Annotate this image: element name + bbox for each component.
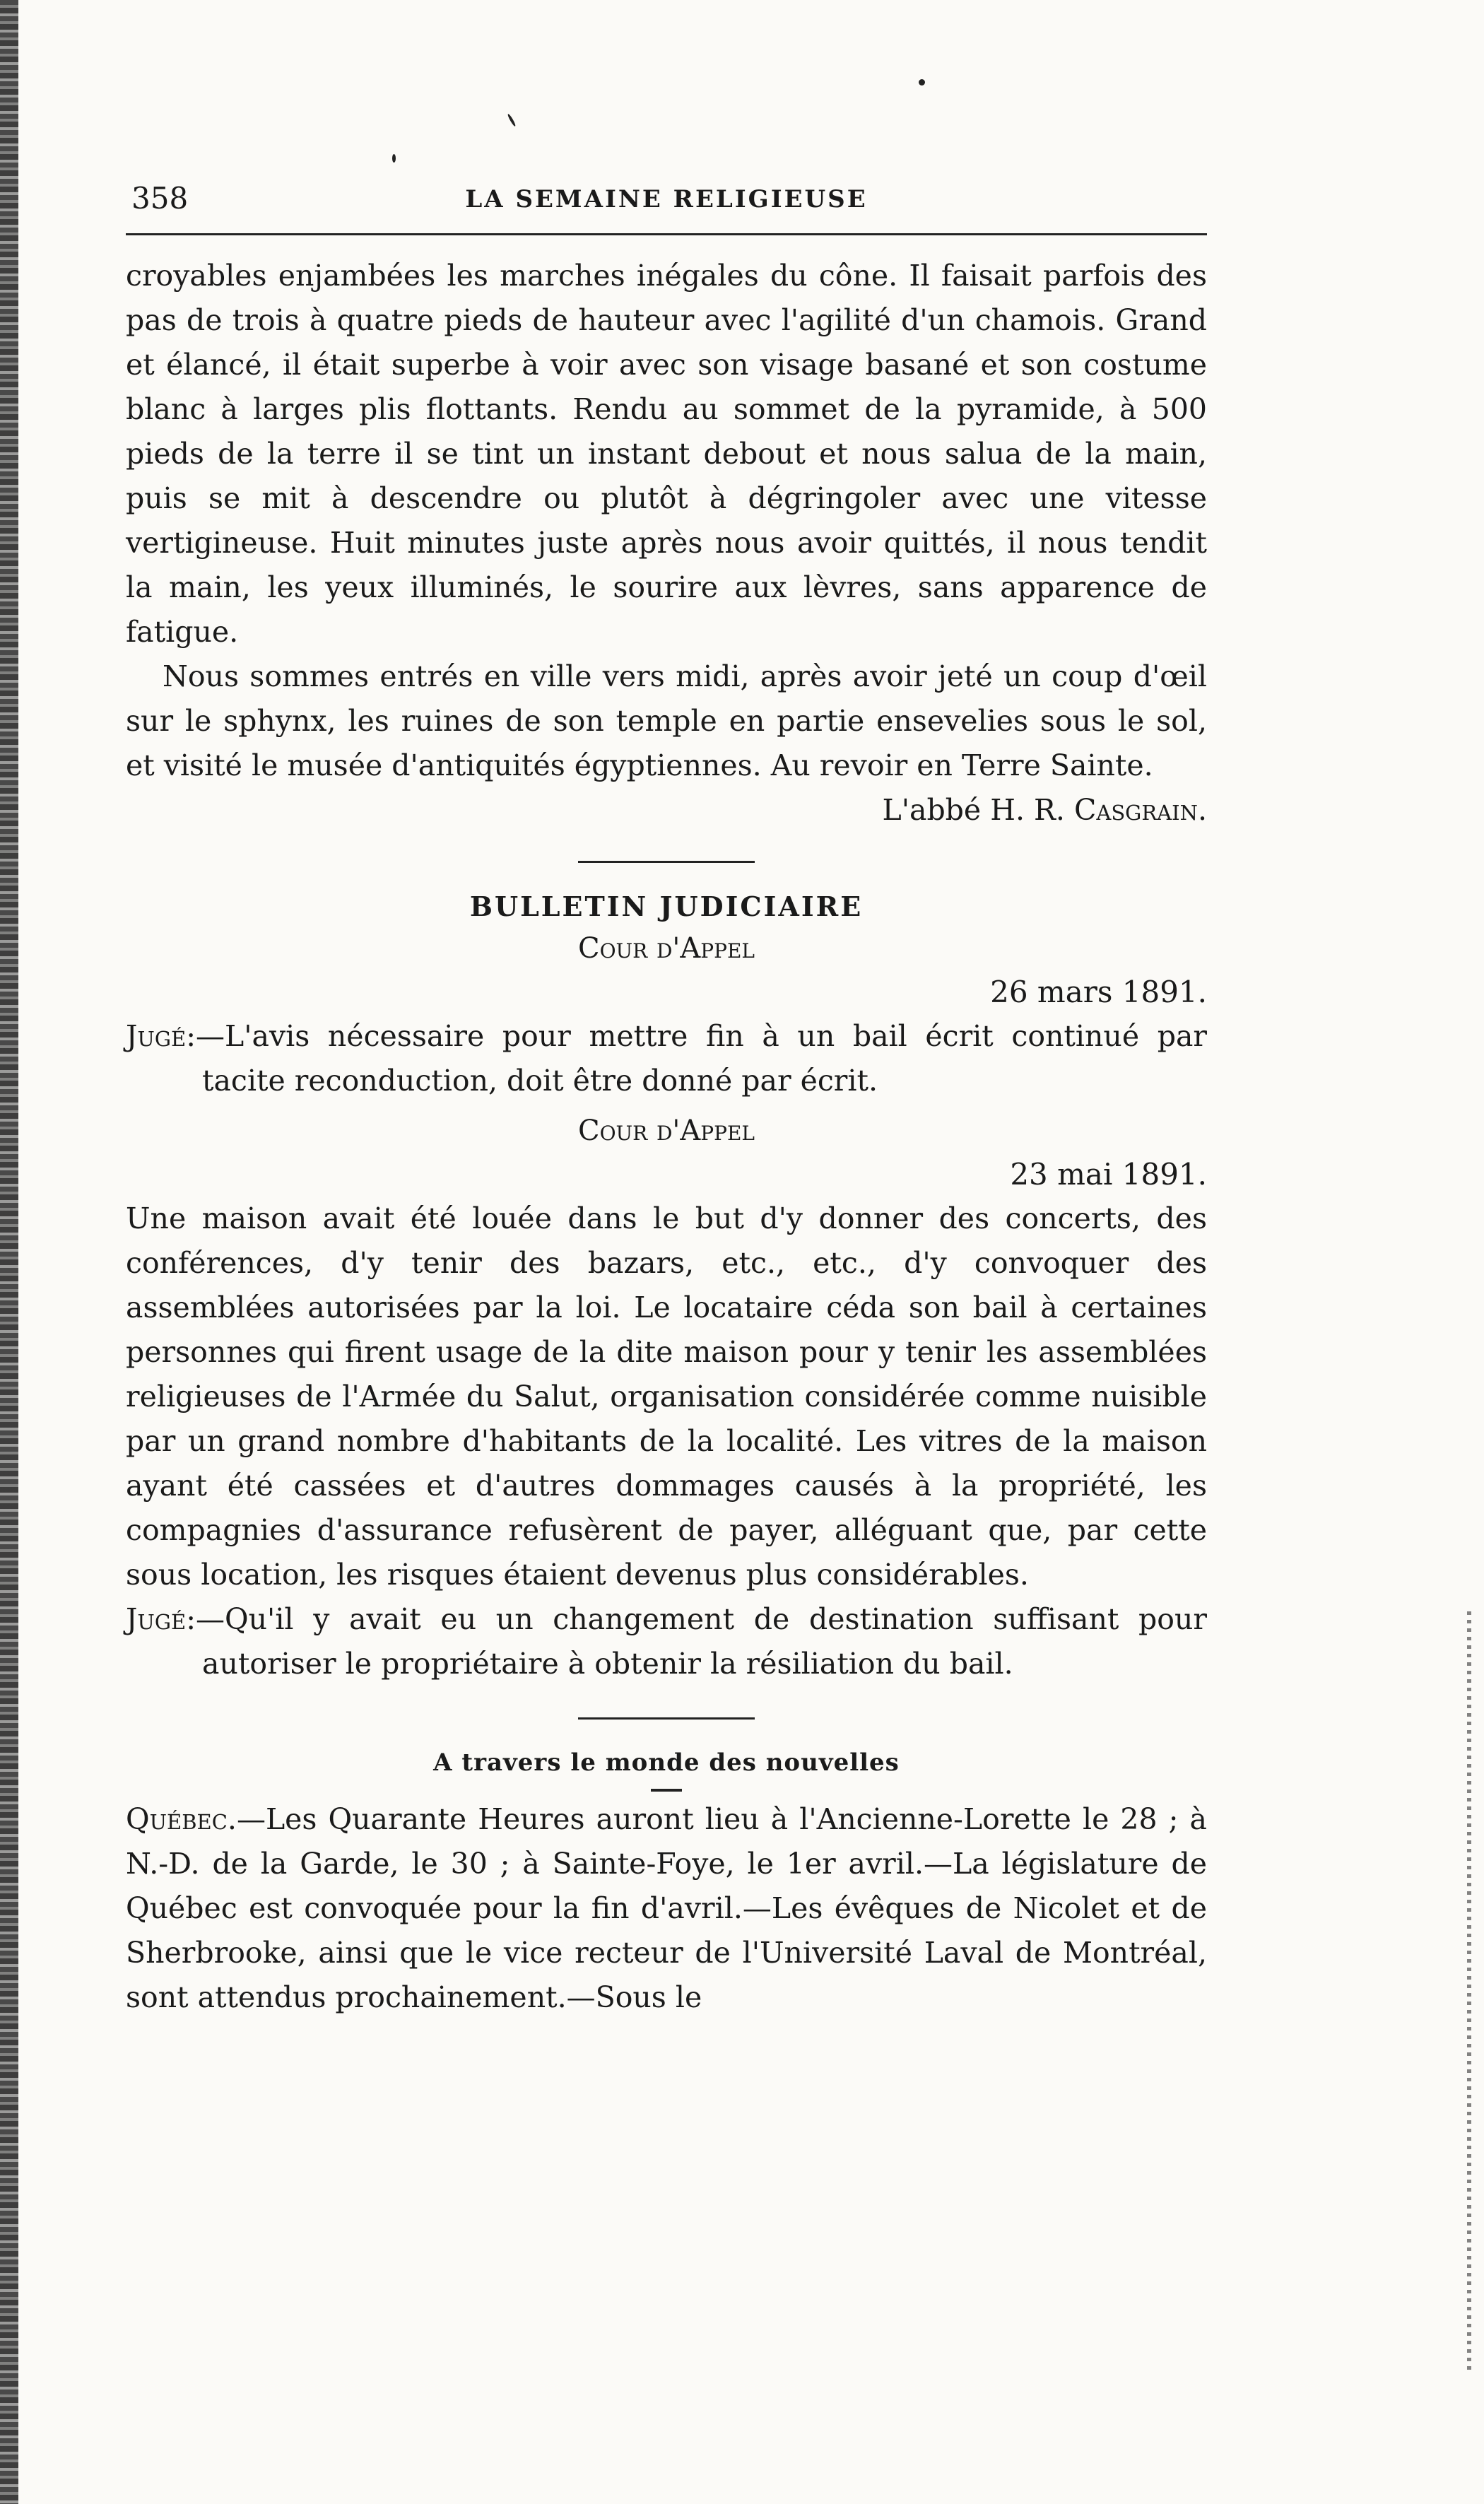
- news-title-dash: [651, 1789, 682, 1792]
- article-paragraph: Nous sommes entrés en ville vers midi, après avoir jeté un coup d'œil sur le sphynx, les ruines de son temple en partie ensevelies sous le sol, et visité le musée d'antiquités égyptiennes. Au revoir en Terre Sainte.: [126, 659, 1207, 782]
- news-text: —Les Quarante Heures auront lieu à l'Ancienne-Lorette le 28 ; à N.-D. de la Garde, le 30 ; à Sainte-Foye, le 1er avril.—La législature de Québec est convoquée pour la fin d'avril.—Les évêques de Nicolet et de Sherbrooke, ainsi que le vice recteur de l'Université Laval de Montréal, sont attendus prochainement.—Sous le: [126, 1802, 1207, 2014]
- court-heading: Cour d'Appel: [578, 932, 755, 965]
- signature-name: Casgrain.: [1074, 793, 1207, 827]
- juge-label: Jugé:: [126, 1019, 196, 1053]
- scan-speck: [507, 113, 516, 127]
- scan-speck: [392, 154, 396, 163]
- section-divider: [578, 861, 755, 863]
- article-paragraph: croyables enjambées les marches inégales du cône. Il faisait parfois des pas de trois à quatre pieds de hauteur avec l'agilité d'un chamois. Grand et élancé, il était superbe à voir avec son visage basané et son costume blanc à larges plis flottants. Rendu au sommet de la pyramide, à 500 pieds de la terre il se tint un instant debout et nous salua de la main, puis se mit à descendre ou plutôt à dégringoler avec une vitesse vertigineuse. Huit minutes juste après nous avoir quittés, il nous tendit la main, les yeux illuminés, le sourire aux lèvres, sans apparence de fatigue.: [126, 259, 1207, 649]
- court-heading: Cour d'Appel: [578, 1115, 755, 1147]
- section-divider: [578, 1717, 755, 1720]
- bulletin-title: BULLETIN JUDICIAIRE: [469, 890, 864, 922]
- scan-speck: [919, 79, 925, 86]
- news-paragraph: [126, 1797, 1207, 2020]
- case-date: 23 mai 1891.: [1010, 1157, 1207, 1192]
- juge-text: —Qu'il y avait eu un changement de destination suffisant pour autoriser le propriétaire à obtenir la résiliation du bail.: [196, 1602, 1207, 1681]
- juge-statement: [126, 1014, 1207, 1103]
- case-facts: Une maison avait été louée dans le but d'y donner des concerts, des conférences, d'y tenir des bazars, etc., etc., d'y convoquer des assemblées autorisées par la loi. Le locataire céda son bail à certaines personnes qui firent usage de la dite maison pour y tenir les assemblées religieuses de l'Armée du Salut, organisation considérée comme nuisible par un grand nombre d'habitants de la localité. Les vitres de la maison ayant été cassées et d'autres dommages causés à la propriété, les compagnies d'assurance refusèrent de payer, alléguant que, par cette sous location, les risques étaient devenus plus considérables.: [126, 1201, 1207, 1592]
- juge-text: —L'avis nécessaire pour mettre fin à un bail écrit continué par tacite reconduction, doit être donné par écrit.: [196, 1019, 1207, 1098]
- news-title: A travers le monde des nouvelles: [433, 1748, 900, 1777]
- page-number: 358: [131, 181, 189, 216]
- running-head: [126, 177, 1207, 219]
- juge-label: Jugé:: [126, 1602, 196, 1636]
- scan-edge-right: [1467, 1611, 1471, 2375]
- scan-edge-left: [0, 0, 18, 2504]
- page-content: [126, 177, 1207, 2020]
- running-title: LA SEMAINE RELIGIEUSE: [465, 185, 868, 213]
- case-date: 26 mars 1891.: [990, 975, 1207, 1009]
- signature-prefix: L'abbé H. R.: [882, 793, 1074, 827]
- juge-statement: [126, 1597, 1207, 1686]
- article-signature: [126, 788, 1207, 833]
- header-rule: [126, 233, 1207, 235]
- news-place: Québec.: [126, 1802, 237, 1836]
